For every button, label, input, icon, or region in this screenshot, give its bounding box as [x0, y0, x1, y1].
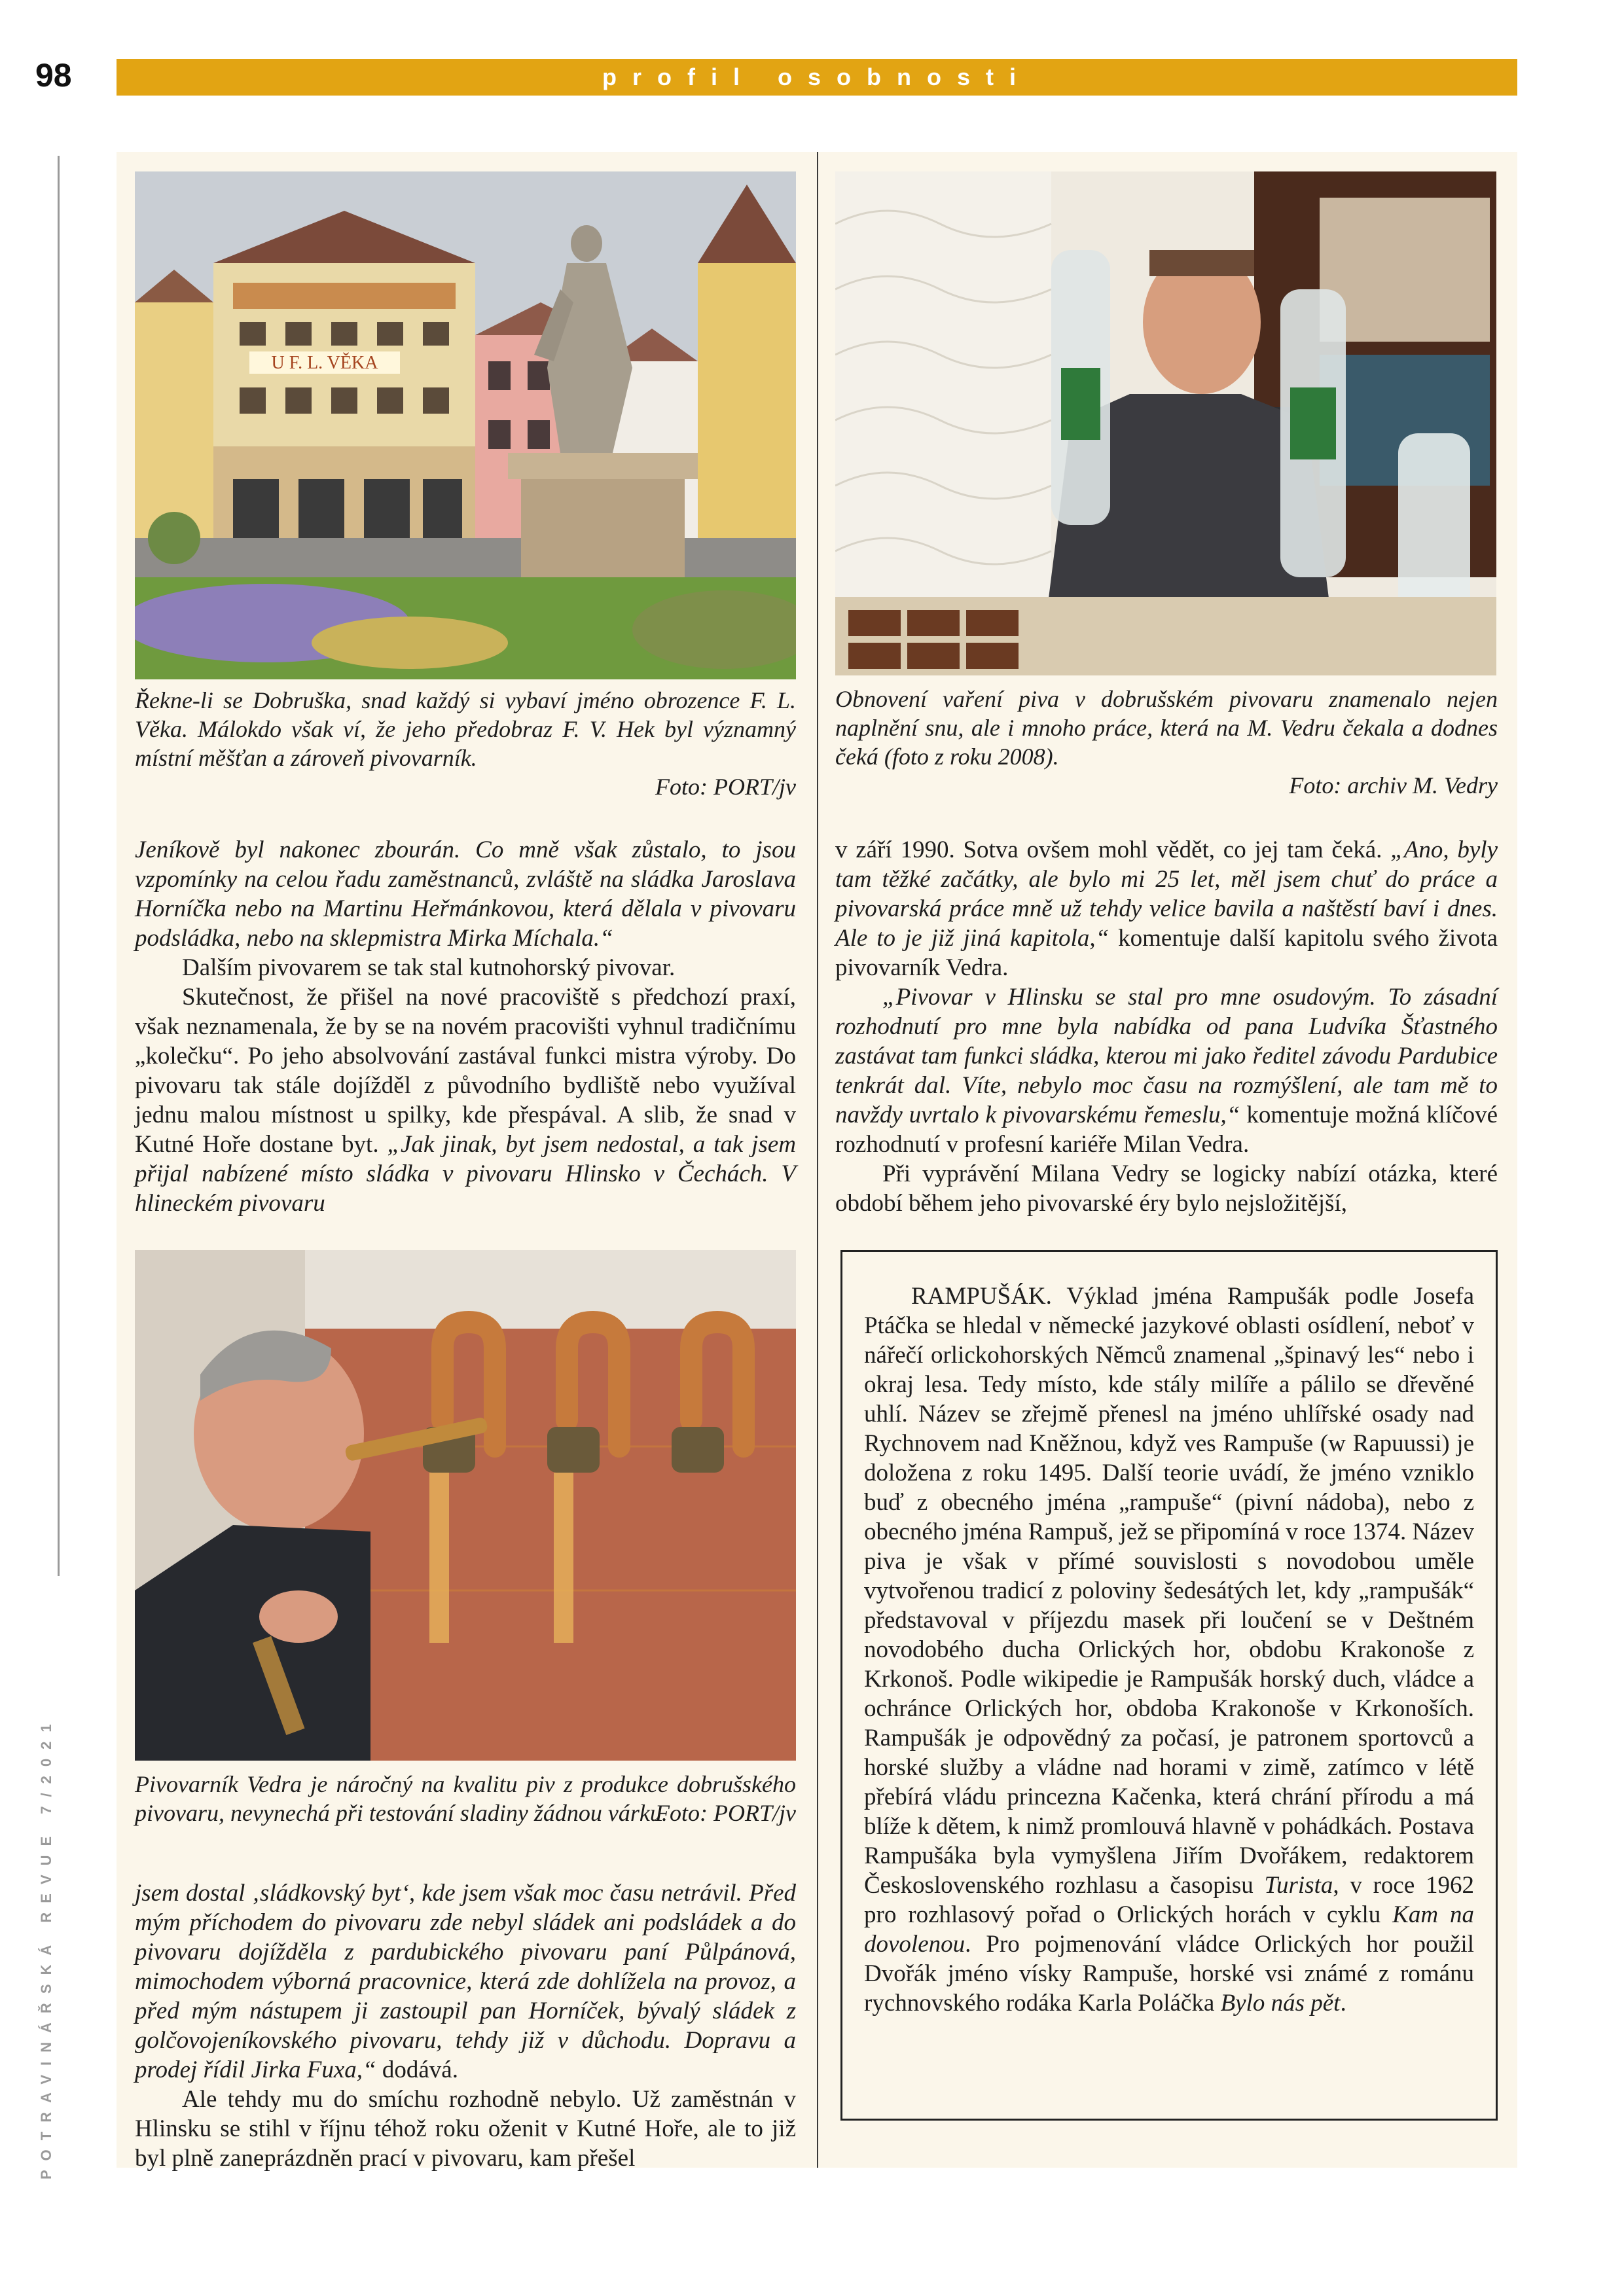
text-span: .	[1340, 1990, 1346, 2017]
sidebar-text	[864, 1282, 1474, 2018]
paragraph: Jeníkově byl nakonec zbourán. Co mně však zůstalo, to jsou vzpomínky na celou řadu zaměstnanců, zvláště na sládka Jaroslava Horníčka nebo na Martinu Heřmánkovou, která dělala v pivovaru podsládka, nebo na sklepmistra Mirka Míchala.“	[135, 836, 796, 952]
photo2-credit: Foto: archiv M. Vedry	[1289, 772, 1498, 798]
paragraph: Při vyprávění Milana Vedry se logicky nabízí otázka, které období během jeho pivovarské éry bylo nejsložitější,	[835, 1160, 1498, 1217]
paragraph: Ale tehdy mu do smíchu rozhodně nebylo. Už zaměstnán v Hlinsku se stihl v říjnu téhož roku oženit v Kutné Hoře, ale to již byl plně zaneprázdněn prací v pivovaru, kam přešel	[135, 2086, 796, 2172]
paragraph	[835, 982, 1498, 1159]
quote-span: „Ano, byly tam těžké začátky, ale bylo mi 25 let, měl jsem chuť do práce a pivovarská práce mně už tehdy velice bavila a naštěstí baví i dnes. Ale to je již jiná kapitola,“	[835, 836, 1498, 952]
paragraph	[835, 835, 1498, 982]
text-span: komentuje možná klíčové rozhodnutí v profesní kariéře Milan Vedra.	[835, 1102, 1498, 1158]
caption-text: Pivovarník Vedra je náročný na kvalitu piv z produkce dobrušského pivovaru, nevynechá při testování sladiny žádnou várku.	[135, 1771, 796, 1826]
italic-span: Kam na dovolenou	[864, 1901, 1474, 1958]
photo1-caption: Řekne-li se Dobruška, snad každý si vybaví jméno obrozence F. L. Věka. Málokdo však ví, že jeho předobraz F. V. Hek byl významný místní měšťan a zároveň pivovarník.	[135, 687, 796, 771]
text-span: Skutečnost, že přišel na nové pracoviště s předchozí praxí, však neznamenala, že by se na novém pracovišti vyhnul tradičnímu „kolečku“. Po jeho absolvování zastával funkci mistra výroby. Do pivovaru tak stále dojížděl z původního bydliště nebo využíval jednu malou místnost u spilky, kde přespával. A slib, že snad v Kutné Hoře dostane byt.	[135, 984, 796, 1158]
article-right-top	[835, 835, 1498, 1218]
text-span: , v roce 1962 pro rozhlasový pořad o Orlických horách v cyklu	[864, 1872, 1474, 1928]
text-span: komentuje další kapitolu svého života pivovarník Vedra.	[835, 925, 1498, 981]
section-title: profil osobnosti	[602, 63, 1032, 90]
text-span: . Pro pojmenování vládce Orlických hor použil Dvořák jméno vísky Rampuše, horské vsi známé z románu rychnovského rodáka Karla Poláčka	[864, 1931, 1474, 2017]
text-span: dodává.	[376, 2056, 458, 2083]
magazine-name: POTRAVINÁŘSKÁ REVUE 7/2021	[38, 1715, 54, 2179]
paragraph: Dalším pivovarem se tak stal kutnohorský pivovar.	[182, 954, 676, 981]
photo-brewer-tasting	[135, 1250, 796, 1761]
page-number: 98	[35, 57, 72, 94]
column-divider	[817, 152, 818, 2168]
text-span: RAMPUŠÁK. Výklad jména Rampušák podle Josefa Ptáčka se hledal v německé jazykové oblasti osídlení, neboť v nářečí orlickohorských Němců znamenal „špinavý les“ nebo i okraj lesa. Tedy místo, kde stály milíře a pálilo se dřevěné uhlí. Název se zřejmě přenesl na jméno uhlířské osady nad Rychnovem nad Kněžnou, když ves Rampuše (w Rapuussi) je doložena z roku 1495. Další teorie uvádí, že jméno vzniklo buď z obecného jména „rampuše“ (pivní nádoba), nebo z obecného jména Rampuš, jež se připomíná v roce 1374. Název piva je však v přímé souvislosti s novodobou uměle vytvořenou tradicí z poloviny šedesátých let, kdy „rampušák“ představoval v příjezdu masek při loučení se v Deštném novodobého ducha Orlických hor, obdobu Krakonoše z Krkonoš. Podle wikipedie je Rampušák horský duch, vládce a ochránce Orlických hor, obdoba Krakonoše v Krkonoších. Rampušák je odpovědný za počasí, je patronem sportovců a horské služby a vládne nad horami v zimě, zatímco v létě přebírá vládu princezna Kačenka, která chrání přírodu a má blíže k dětem, k nimž promlouvá hlavně v pohádkách. Postava Rampušáka byla vymyšlena Jiřím Dvořákem, redaktorem Československého rozhlasu a časopisu	[864, 1283, 1474, 1899]
margin-rule	[58, 156, 60, 1576]
photo3-credit: Foto: PORT/jv	[655, 1800, 796, 1826]
paragraph	[135, 982, 796, 1218]
quote-span: „Pivovar v Hlinsku se stal pro mne osudovým. To zásadní rozhodnutí pro mne byla nabídka od pana Ludvíka Šťastného zastávat tam funkci sládka, kterou mi jako ředitel závodu Pardubice tenkrát dal. Víte, nebylo moc času na rozmýšlení, ale tam mě to navždy uvrtalo k pivovarskému řemeslu,“	[835, 984, 1498, 1128]
article-left-bottom	[135, 1878, 796, 2173]
quote-span: „Jak jinak, byt jsem nedostal, a tak jsem přijal nabízené místo sládka v pivovaru Hlinsko v Čechách. V hlineckém pivovaru	[135, 1131, 796, 1217]
photo-brewer-bottles	[835, 171, 1496, 675]
paragraph	[135, 1878, 796, 2085]
italic-span: Bylo nás pět	[1220, 1990, 1341, 2017]
facade-sign: U F. L. VĚKA	[271, 353, 378, 373]
photo2-caption: Obnovení vaření piva v dobrušském pivovaru znamenalo nejen naplnění snu, ale i mnoho práce, která na M. Vedru čekala a dodnes čeká (foto z roku 2008).	[835, 686, 1498, 770]
article-left-top	[135, 835, 796, 1218]
photo-town-square	[135, 171, 796, 679]
photo1-credit: Foto: PORT/jv	[655, 774, 796, 800]
text-span: v září 1990. Sotva ovšem mohl vědět, co jej tam čeká.	[835, 836, 1391, 863]
quote-span: jsem dostal ‚sládkovský byt‘, kde jsem však moc času netrávil. Před mým příchodem do pivovaru zde nebyl sládek ani podsládek a do pivovaru dojížděla z pardubického pivovaru paní Půlpánová, mimochodem výborná pracovnice, která zde dohlížela na provoz, a před mým nástupem ji zastoupil pan Horníček, bývalý sládek z golčovojeníkovského pivovaru, tehdy již v důchodu. Dopravu a prodej řídil Jirka Fuxa,“	[135, 1880, 796, 2083]
italic-span: Turista	[1264, 1872, 1333, 1899]
